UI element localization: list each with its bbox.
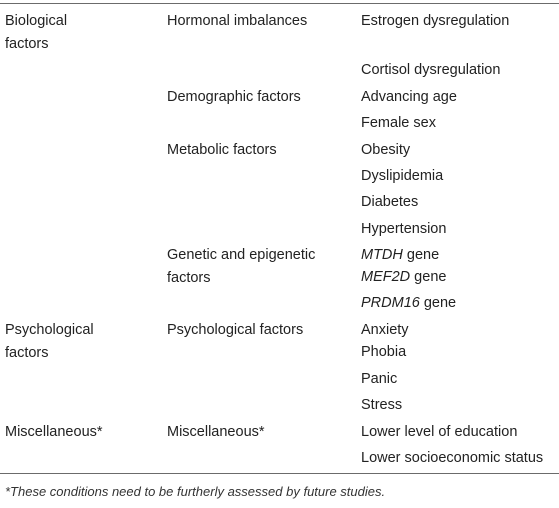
category-line: Psychological factors <box>5 322 94 361</box>
factor-item: Anxiety <box>361 322 409 338</box>
category-cell-biological <box>5 10 105 56</box>
subcategory-metabolic: Metabolic factors <box>167 142 277 158</box>
factor-item-gene <box>361 244 439 267</box>
factor-item: Estrogen dysregulation <box>361 13 510 29</box>
factor-item: Cortisol dysregulation <box>361 62 501 78</box>
subcategory-psychological: Psychological factors <box>167 322 304 338</box>
category-cell-psychological <box>5 319 115 365</box>
factor-item: Dyslipidemia <box>361 168 444 184</box>
table-footnote: *These conditions need to be furtherly assessed by future studies. <box>5 484 386 499</box>
gene-suffix: gene <box>410 269 447 285</box>
factor-item: Female sex <box>361 115 436 131</box>
factor-item: Stress <box>361 397 403 413</box>
subcategory-miscellaneous: Miscellaneous* <box>167 424 265 440</box>
factor-item: Advancing age <box>361 89 457 105</box>
factor-item: Lower level of education <box>361 424 518 440</box>
factor-item: Obesity <box>361 142 411 158</box>
gene-name: MEF2D <box>361 269 411 285</box>
factor-item-gene <box>361 292 456 315</box>
subcategory-genetic <box>167 244 342 290</box>
category-cell-miscellaneous: Miscellaneous* <box>5 424 103 440</box>
gene-name: MTDH <box>361 247 403 263</box>
subcategory-demographic: Demographic factors <box>167 89 301 105</box>
factor-item: Phobia <box>361 344 407 360</box>
factor-item: Hypertension <box>361 221 447 237</box>
factor-item: Diabetes <box>361 194 419 210</box>
subcategory-hormonal: Hormonal imbalances <box>167 13 308 29</box>
table-bottom-rule <box>0 473 559 474</box>
gene-name: PRDM16 <box>361 295 420 311</box>
table-top-rule <box>0 3 559 4</box>
gene-suffix: gene <box>419 295 457 311</box>
gene-suffix: gene <box>402 247 440 263</box>
factor-item: Panic <box>361 371 398 387</box>
factor-item: Lower socioeconomic status <box>361 450 544 466</box>
category-line: Biological factors <box>5 13 68 52</box>
factor-item-gene <box>361 266 446 289</box>
subcategory-line: Genetic and epigenetic factors <box>167 247 316 286</box>
